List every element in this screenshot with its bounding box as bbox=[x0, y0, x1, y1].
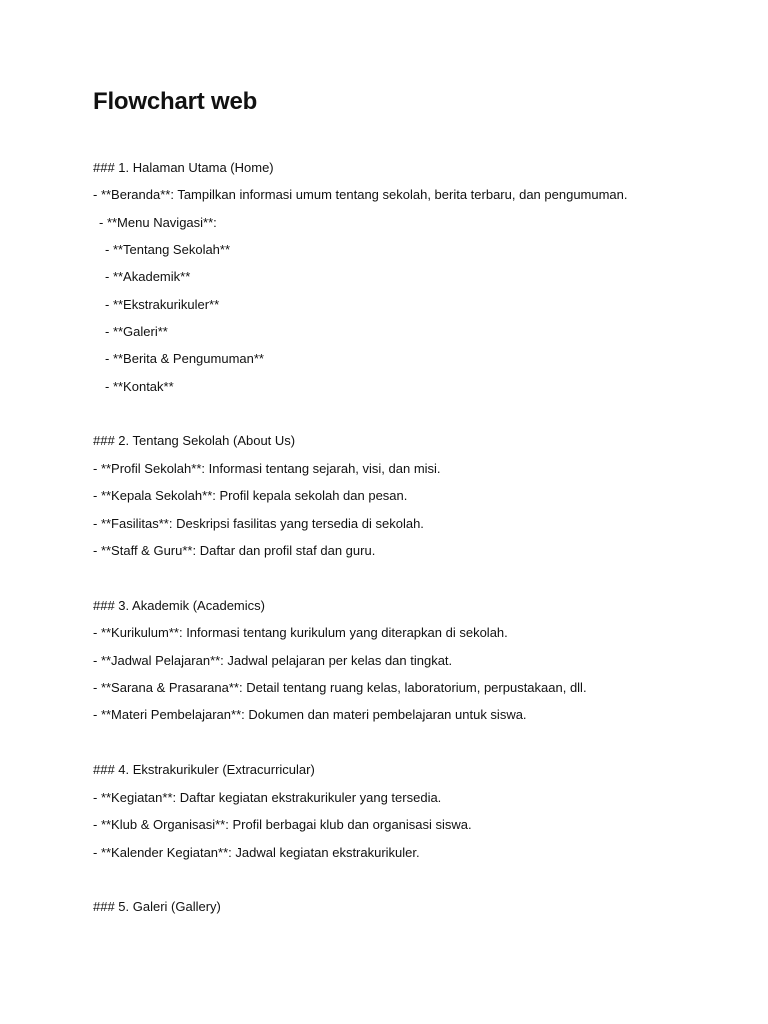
list-item: - **Profil Sekolah**: Informasi tentang sejarah, visi, dan misi. bbox=[93, 461, 441, 476]
nav-list-item: - **Ekstrakurikuler** bbox=[105, 297, 220, 312]
list-item: - **Sarana & Prasarana**: Detail tentang ruang kelas, laboratorium, perpustakaan, dll. bbox=[93, 680, 587, 695]
list-item: - **Beranda**: Tampilkan informasi umum tentang sekolah, berita terbaru, dan pengumuman. bbox=[93, 187, 628, 202]
list-item: - **Materi Pembelajaran**: Dokumen dan materi pembelajaran untuk siswa. bbox=[93, 707, 527, 722]
list-item: - **Menu Navigasi**: bbox=[99, 215, 217, 230]
list-item: - **Kepala Sekolah**: Profil kepala sekolah dan pesan. bbox=[93, 488, 408, 503]
list-item: - **Jadwal Pelajaran**: Jadwal pelajaran per kelas dan tingkat. bbox=[93, 653, 453, 668]
list-item: - **Staff & Guru**: Daftar dan profil staf dan guru. bbox=[93, 543, 376, 558]
nav-list-item: - **Tentang Sekolah** bbox=[105, 242, 231, 257]
section-heading: ### 3. Akademik (Academics) bbox=[93, 598, 265, 613]
section-heading: ### 2. Tentang Sekolah (About Us) bbox=[93, 433, 296, 448]
list-item: - **Fasilitas**: Deskripsi fasilitas yang tersedia di sekolah. bbox=[93, 516, 424, 531]
nav-list-item: - **Galeri** bbox=[105, 324, 168, 339]
nav-list-item: - **Berita & Pengumuman** bbox=[105, 351, 264, 366]
list-item: - **Kegiatan**: Daftar kegiatan ekstrakurikuler yang tersedia. bbox=[93, 790, 442, 805]
document-title: Flowchart web bbox=[93, 88, 258, 115]
list-item: - **Kalender Kegiatan**: Jadwal kegiatan ekstrakurikuler. bbox=[93, 845, 420, 860]
section-heading: ### 4. Ekstrakurikuler (Extracurricular) bbox=[93, 762, 315, 777]
list-item: - **Klub & Organisasi**: Profil berbagai klub dan organisasi siswa. bbox=[93, 817, 472, 832]
section-heading: ### 5. Galeri (Gallery) bbox=[93, 899, 221, 914]
list-item: - **Kurikulum**: Informasi tentang kurikulum yang diterapkan di sekolah. bbox=[93, 625, 508, 640]
nav-list-item: - **Akademik** bbox=[105, 269, 191, 284]
section-heading: ### 1. Halaman Utama (Home) bbox=[93, 160, 274, 175]
nav-list-item: - **Kontak** bbox=[105, 379, 174, 394]
